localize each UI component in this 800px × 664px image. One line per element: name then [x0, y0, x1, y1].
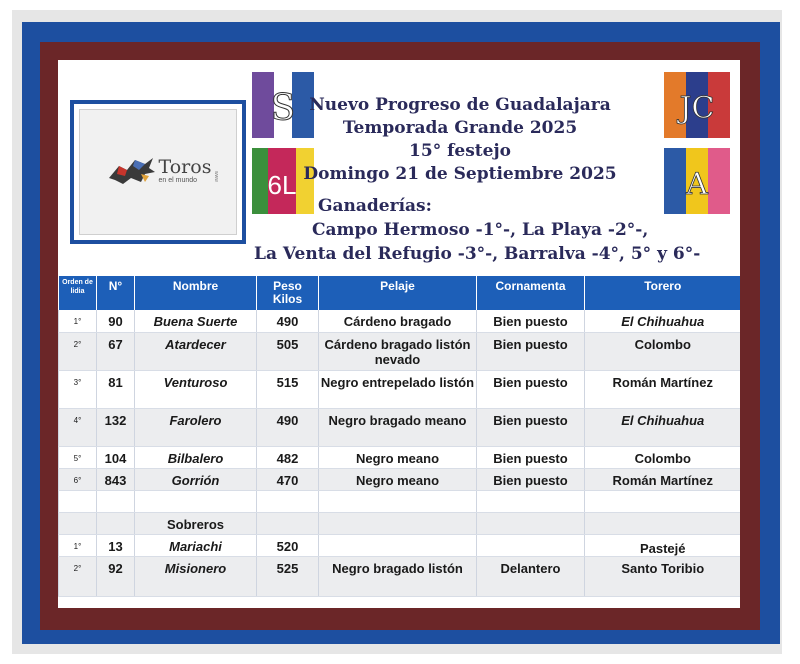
cell-num: 67	[97, 332, 135, 370]
ganaderias-line-1: Campo Hermoso -1°-, La Playa -2°-,	[312, 220, 649, 240]
cell-cornamenta: Bien puesto	[477, 310, 585, 332]
cell-torero: Román Martínez	[585, 370, 741, 408]
cell-torero: Colombo	[585, 446, 741, 468]
flag-letter-s: S	[270, 88, 296, 129]
cell-num: 132	[97, 408, 135, 446]
table-row	[59, 310, 741, 332]
table-row	[59, 534, 741, 556]
cell-peso: 482	[257, 446, 319, 468]
flag-letter-jc: JC	[679, 91, 715, 126]
col-header-nombre: Nombre	[135, 276, 257, 310]
empty-row	[59, 490, 741, 512]
sobreros-label: Sobreros	[135, 512, 257, 534]
col-header-pelaje: Pelaje	[319, 276, 477, 310]
sobreros-heading-row	[59, 512, 741, 534]
cell-torero: Santo Toribio	[585, 556, 741, 596]
table-row	[59, 468, 741, 490]
cell-pelaje: Cárdeno bragado listón nevado	[319, 332, 477, 370]
cell-pelaje: Negro meano	[319, 446, 477, 468]
cell-nombre: Buena Suerte	[135, 310, 257, 332]
cell-cornamenta: Bien puesto	[477, 468, 585, 490]
cell-num: 81	[97, 370, 135, 408]
cell-cornamenta: Bien puesto	[477, 408, 585, 446]
cell-num: 90	[97, 310, 135, 332]
cell-nombre: Gorrión	[135, 468, 257, 490]
poster-card	[58, 60, 740, 608]
cell-num: 92	[97, 556, 135, 596]
cell-nombre: Atardecer	[135, 332, 257, 370]
cell-peso: 490	[257, 408, 319, 446]
cell-nombre: Venturoso	[135, 370, 257, 408]
logo-subtitle: en el mundo	[158, 177, 198, 185]
cell-peso: 490	[257, 310, 319, 332]
cell-orden: 3°	[59, 370, 97, 408]
title-line-festejo: 15° festejo	[409, 141, 511, 161]
cell-nombre: Misionero	[135, 556, 257, 596]
toros-logo	[105, 152, 212, 192]
cell-peso: 515	[257, 370, 319, 408]
logo-panel	[74, 104, 242, 240]
cell-orden: 6°	[59, 468, 97, 490]
col-header-peso: Peso Kilos	[257, 276, 319, 310]
cell-orden: 1°	[59, 310, 97, 332]
cell-cornamenta: Bien puesto	[477, 446, 585, 468]
table-row	[59, 408, 741, 446]
ganaderias-label: Ganaderías:	[318, 196, 432, 216]
cell-peso: 505	[257, 332, 319, 370]
cell-torero: Román Martínez	[585, 468, 741, 490]
cell-nombre: Bilbalero	[135, 446, 257, 468]
table-header-row	[59, 276, 741, 310]
cell-pelaje: Negro meano	[319, 468, 477, 490]
cell-pelaje: Negro bragado meano	[319, 408, 477, 446]
cell-torero: Colombo	[585, 332, 741, 370]
cell-cornamenta	[477, 534, 585, 556]
cell-orden: 2°	[59, 556, 97, 596]
flag-letter-a: A	[686, 167, 708, 202]
cell-num: 104	[97, 446, 135, 468]
title-line-temporada: Temporada Grande 2025	[342, 118, 578, 138]
encierro-table	[58, 276, 740, 597]
cell-cornamenta: Delantero	[477, 556, 585, 596]
table-row	[59, 370, 741, 408]
cell-pelaje	[319, 534, 477, 556]
title-line-fecha: Domingo 21 de Septiembre 2025	[303, 164, 617, 184]
logo-frame	[70, 100, 246, 244]
col-header-orden: Orden de lidia	[59, 276, 97, 310]
cell-peso: 520	[257, 534, 319, 556]
table-row	[59, 332, 741, 370]
table-row	[59, 556, 741, 596]
cell-nombre: Mariachi	[135, 534, 257, 556]
title-line-plaza: Nuevo Progreso de Guadalajara	[309, 95, 611, 115]
cell-pelaje: Cárdeno bragado	[319, 310, 477, 332]
cell-cornamenta: Bien puesto	[477, 332, 585, 370]
cell-torero: El Chihuahua	[585, 310, 741, 332]
cell-num: 13	[97, 534, 135, 556]
cell-num: 843	[97, 468, 135, 490]
event-title	[250, 94, 670, 186]
ganaderias-line-2: La Venta del Refugio -3°-, Barralva -4°, 5° y 6°-	[254, 244, 701, 264]
cell-orden: 5°	[59, 446, 97, 468]
cell-peso: 470	[257, 468, 319, 490]
ganaderia-flag-top-right	[664, 72, 730, 138]
logo-word: Toros	[158, 156, 212, 179]
cell-peso: 525	[257, 556, 319, 596]
cell-pelaje: Negro entrepelado listón	[319, 370, 477, 408]
cell-orden: 1°	[59, 534, 97, 556]
col-header-cornamenta: Cornamenta	[477, 276, 585, 310]
bull-silhouette-icon	[105, 152, 157, 192]
cell-orden: 2°	[59, 332, 97, 370]
col-header-torero: Torero	[585, 276, 741, 310]
cell-cornamenta: Bien puesto	[477, 370, 585, 408]
cell-torero: Pastejé	[585, 534, 741, 556]
flag-letter-6l: 6L	[267, 170, 297, 200]
table-row	[59, 446, 741, 468]
cell-nombre: Farolero	[135, 408, 257, 446]
cell-pelaje: Negro bragado listón	[319, 556, 477, 596]
cell-orden: 4°	[59, 408, 97, 446]
cell-torero: El Chihuahua	[585, 408, 741, 446]
col-header-num: N°	[97, 276, 135, 310]
logo-side-text: www	[213, 171, 219, 182]
ganaderia-flag-mid-right	[664, 148, 730, 214]
